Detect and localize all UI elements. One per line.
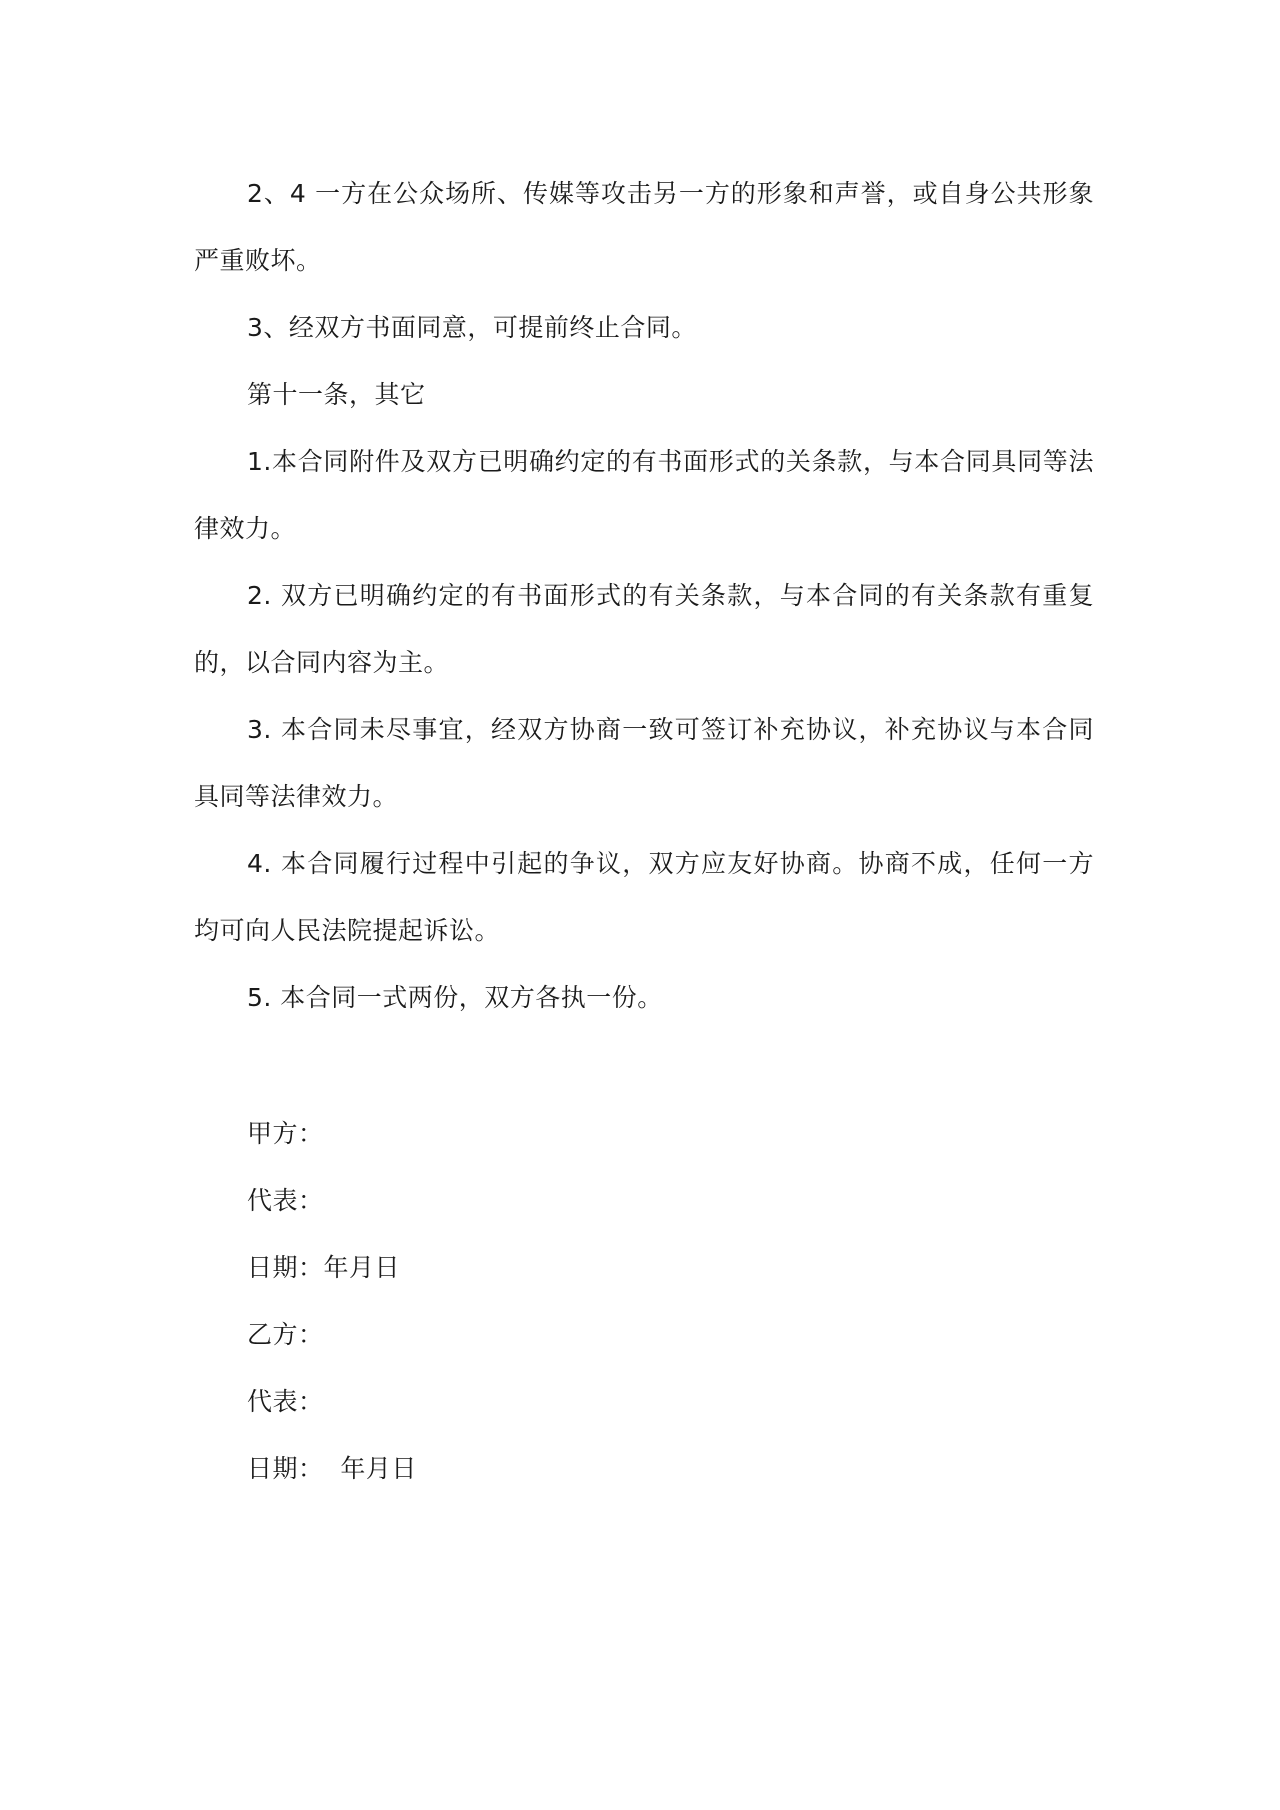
party-b-label: 乙方： [247, 1320, 324, 1349]
article-11-item-3: 3. 本合同未尽事宜，经双方协商一致可签订补充协议，补充协议与本合同具同等法律效力。 [194, 715, 1094, 811]
party-a-date: 日期：年月日 [247, 1253, 401, 1282]
article-11-item-5: 5. 本合同一式两份，双方各执一份。 [247, 983, 663, 1012]
party-a-label: 甲方： [247, 1119, 324, 1148]
signature-block [247, 1100, 847, 1502]
article-11-item-4: 4. 本合同履行过程中引起的争议，双方应友好协商。协商不成，任何一方均可向人民法院提起诉讼。 [194, 849, 1094, 945]
party-a-representative-label: 代表： [247, 1186, 324, 1215]
document-body [194, 160, 1094, 1031]
article-11-item-1: 1.本合同附件及双方已明确约定的有书面形式的关条款，与本合同具同等法律效力。 [194, 447, 1094, 543]
clause-2-4: 2、4 一方在公众场所、传媒等攻击另一方的形象和声誉，或自身公共形象严重败坏。 [194, 179, 1094, 275]
article-11-heading: 第十一条，其它 [247, 380, 426, 409]
party-b-representative-label: 代表： [247, 1387, 324, 1416]
party-b-date: 日期： 年月日 [247, 1454, 417, 1483]
article-11-item-2: 2. 双方已明确约定的有书面形式的有关条款，与本合同的有关条款有重复的，以合同内容为主。 [194, 581, 1094, 677]
clause-3-termination: 3、经双方书面同意，可提前终止合同。 [247, 313, 697, 342]
